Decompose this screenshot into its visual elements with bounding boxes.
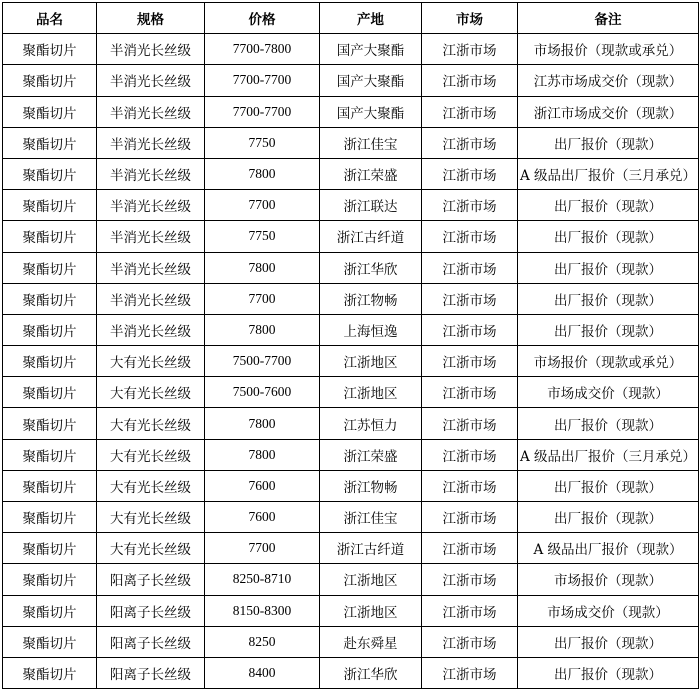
cell-remarks: 出厂报价（现款） bbox=[518, 657, 699, 688]
cell-origin: 浙江物畅 bbox=[320, 470, 422, 501]
cell-product-name: 聚酯切片 bbox=[3, 158, 97, 189]
cell-specification: 半消光长丝级 bbox=[97, 34, 205, 65]
cell-price: 8250-8710 bbox=[205, 564, 320, 595]
header-price: 价格 bbox=[205, 3, 320, 34]
cell-product-name: 聚酯切片 bbox=[3, 439, 97, 470]
cell-price: 7700-7800 bbox=[205, 34, 320, 65]
cell-market: 江浙市场 bbox=[422, 96, 518, 127]
cell-price: 7800 bbox=[205, 158, 320, 189]
cell-specification: 大有光长丝级 bbox=[97, 502, 205, 533]
table-row bbox=[3, 595, 699, 626]
cell-remarks: 出厂报价（现款） bbox=[518, 221, 699, 252]
cell-remarks: 出厂报价（现款） bbox=[518, 252, 699, 283]
table-header-row bbox=[3, 3, 699, 34]
cell-product-name: 聚酯切片 bbox=[3, 283, 97, 314]
cell-specification: 半消光长丝级 bbox=[97, 190, 205, 221]
cell-market: 江浙市场 bbox=[422, 158, 518, 189]
cell-specification: 大有光长丝级 bbox=[97, 408, 205, 439]
cell-market: 江浙市场 bbox=[422, 221, 518, 252]
table-row bbox=[3, 252, 699, 283]
cell-product-name: 聚酯切片 bbox=[3, 595, 97, 626]
cell-specification: 大有光长丝级 bbox=[97, 470, 205, 501]
cell-origin: 浙江华欣 bbox=[320, 252, 422, 283]
cell-origin: 浙江佳宝 bbox=[320, 502, 422, 533]
header-market: 市场 bbox=[422, 3, 518, 34]
cell-price: 7700 bbox=[205, 190, 320, 221]
cell-price: 8400 bbox=[205, 657, 320, 688]
cell-price: 7700-7700 bbox=[205, 65, 320, 96]
cell-origin: 浙江佳宝 bbox=[320, 127, 422, 158]
cell-product-name: 聚酯切片 bbox=[3, 96, 97, 127]
cell-price: 7700 bbox=[205, 283, 320, 314]
cell-origin: 浙江古纤道 bbox=[320, 533, 422, 564]
cell-price: 8250 bbox=[205, 626, 320, 657]
cell-product-name: 聚酯切片 bbox=[3, 190, 97, 221]
cell-remarks: A 级品出厂报价（现款） bbox=[518, 533, 699, 564]
cell-specification: 半消光长丝级 bbox=[97, 127, 205, 158]
cell-specification: 半消光长丝级 bbox=[97, 96, 205, 127]
cell-market: 江浙市场 bbox=[422, 408, 518, 439]
cell-specification: 阳离子长丝级 bbox=[97, 564, 205, 595]
table-row bbox=[3, 377, 699, 408]
cell-market: 江浙市场 bbox=[422, 439, 518, 470]
cell-product-name: 聚酯切片 bbox=[3, 65, 97, 96]
cell-specification: 阳离子长丝级 bbox=[97, 595, 205, 626]
cell-origin: 国产大聚酯 bbox=[320, 65, 422, 96]
table-row bbox=[3, 564, 699, 595]
cell-origin: 浙江联达 bbox=[320, 190, 422, 221]
cell-origin: 国产大聚酯 bbox=[320, 34, 422, 65]
cell-remarks: 市场成交价（现款） bbox=[518, 595, 699, 626]
cell-remarks: 浙江市场成交价（现款） bbox=[518, 96, 699, 127]
cell-product-name: 聚酯切片 bbox=[3, 34, 97, 65]
cell-product-name: 聚酯切片 bbox=[3, 408, 97, 439]
table-row bbox=[3, 439, 699, 470]
cell-origin: 江浙地区 bbox=[320, 564, 422, 595]
cell-origin: 浙江荣盛 bbox=[320, 439, 422, 470]
cell-remarks: 出厂报价（现款） bbox=[518, 626, 699, 657]
table-row bbox=[3, 314, 699, 345]
cell-product-name: 聚酯切片 bbox=[3, 533, 97, 564]
cell-origin: 江浙地区 bbox=[320, 346, 422, 377]
cell-specification: 阳离子长丝级 bbox=[97, 657, 205, 688]
cell-specification: 半消光长丝级 bbox=[97, 221, 205, 252]
cell-remarks: 出厂报价（现款） bbox=[518, 502, 699, 533]
cell-specification: 半消光长丝级 bbox=[97, 65, 205, 96]
cell-remarks: 市场报价（现款或承兑） bbox=[518, 34, 699, 65]
cell-remarks: 市场成交价（现款） bbox=[518, 377, 699, 408]
cell-remarks: 市场报价（现款或承兑） bbox=[518, 346, 699, 377]
cell-origin: 江浙地区 bbox=[320, 377, 422, 408]
cell-product-name: 聚酯切片 bbox=[3, 127, 97, 158]
cell-market: 江浙市场 bbox=[422, 252, 518, 283]
cell-price: 7750 bbox=[205, 127, 320, 158]
cell-product-name: 聚酯切片 bbox=[3, 221, 97, 252]
table-row bbox=[3, 470, 699, 501]
cell-origin: 江苏恒力 bbox=[320, 408, 422, 439]
cell-remarks: 出厂报价（现款） bbox=[518, 314, 699, 345]
cell-price: 7800 bbox=[205, 408, 320, 439]
cell-origin: 浙江物畅 bbox=[320, 283, 422, 314]
cell-market: 江浙市场 bbox=[422, 564, 518, 595]
cell-price: 7600 bbox=[205, 502, 320, 533]
cell-market: 江浙市场 bbox=[422, 657, 518, 688]
cell-origin: 赴东舜星 bbox=[320, 626, 422, 657]
header-specification: 规格 bbox=[97, 3, 205, 34]
table-row bbox=[3, 190, 699, 221]
cell-remarks: 出厂报价（现款） bbox=[518, 283, 699, 314]
cell-product-name: 聚酯切片 bbox=[3, 346, 97, 377]
cell-product-name: 聚酯切片 bbox=[3, 470, 97, 501]
table-row bbox=[3, 221, 699, 252]
cell-specification: 半消光长丝级 bbox=[97, 283, 205, 314]
table-row bbox=[3, 502, 699, 533]
header-remarks: 备注 bbox=[518, 3, 699, 34]
cell-remarks: A 级品出厂报价（三月承兑） bbox=[518, 439, 699, 470]
cell-price: 7700 bbox=[205, 533, 320, 564]
cell-origin: 浙江荣盛 bbox=[320, 158, 422, 189]
cell-market: 江浙市场 bbox=[422, 34, 518, 65]
cell-market: 江浙市场 bbox=[422, 283, 518, 314]
cell-origin: 上海恒逸 bbox=[320, 314, 422, 345]
cell-market: 江浙市场 bbox=[422, 626, 518, 657]
cell-specification: 半消光长丝级 bbox=[97, 158, 205, 189]
cell-specification: 大有光长丝级 bbox=[97, 377, 205, 408]
cell-remarks: 市场报价（现款） bbox=[518, 564, 699, 595]
cell-remarks: A 级品出厂报价（三月承兑） bbox=[518, 158, 699, 189]
table-row bbox=[3, 283, 699, 314]
price-table bbox=[2, 2, 699, 689]
table-row bbox=[3, 657, 699, 688]
cell-market: 江浙市场 bbox=[422, 65, 518, 96]
cell-price: 7600 bbox=[205, 470, 320, 501]
cell-product-name: 聚酯切片 bbox=[3, 314, 97, 345]
cell-remarks: 江苏市场成交价（现款） bbox=[518, 65, 699, 96]
cell-specification: 阳离子长丝级 bbox=[97, 626, 205, 657]
cell-market: 江浙市场 bbox=[422, 595, 518, 626]
cell-market: 江浙市场 bbox=[422, 533, 518, 564]
cell-remarks: 出厂报价（现款） bbox=[518, 127, 699, 158]
cell-specification: 半消光长丝级 bbox=[97, 314, 205, 345]
cell-origin: 国产大聚酯 bbox=[320, 96, 422, 127]
cell-market: 江浙市场 bbox=[422, 502, 518, 533]
cell-specification: 大有光长丝级 bbox=[97, 533, 205, 564]
table-body bbox=[3, 34, 699, 689]
table-row bbox=[3, 65, 699, 96]
cell-price: 7800 bbox=[205, 439, 320, 470]
cell-price: 8150-8300 bbox=[205, 595, 320, 626]
table-row bbox=[3, 408, 699, 439]
cell-market: 江浙市场 bbox=[422, 346, 518, 377]
table-row bbox=[3, 96, 699, 127]
cell-origin: 浙江古纤道 bbox=[320, 221, 422, 252]
cell-product-name: 聚酯切片 bbox=[3, 377, 97, 408]
cell-specification: 半消光长丝级 bbox=[97, 252, 205, 283]
cell-market: 江浙市场 bbox=[422, 377, 518, 408]
table-row bbox=[3, 533, 699, 564]
cell-product-name: 聚酯切片 bbox=[3, 252, 97, 283]
cell-market: 江浙市场 bbox=[422, 314, 518, 345]
cell-remarks: 出厂报价（现款） bbox=[518, 470, 699, 501]
cell-price: 7800 bbox=[205, 252, 320, 283]
cell-price: 7500-7600 bbox=[205, 377, 320, 408]
cell-product-name: 聚酯切片 bbox=[3, 657, 97, 688]
cell-remarks: 出厂报价（现款） bbox=[518, 190, 699, 221]
cell-product-name: 聚酯切片 bbox=[3, 564, 97, 595]
header-product-name: 品名 bbox=[3, 3, 97, 34]
cell-market: 江浙市场 bbox=[422, 190, 518, 221]
table-row bbox=[3, 127, 699, 158]
cell-specification: 大有光长丝级 bbox=[97, 439, 205, 470]
table-row bbox=[3, 346, 699, 377]
cell-product-name: 聚酯切片 bbox=[3, 626, 97, 657]
table-row bbox=[3, 626, 699, 657]
header-origin: 产地 bbox=[320, 3, 422, 34]
cell-market: 江浙市场 bbox=[422, 470, 518, 501]
cell-price: 7700-7700 bbox=[205, 96, 320, 127]
cell-price: 7800 bbox=[205, 314, 320, 345]
cell-product-name: 聚酯切片 bbox=[3, 502, 97, 533]
cell-remarks: 出厂报价（现款） bbox=[518, 408, 699, 439]
cell-market: 江浙市场 bbox=[422, 127, 518, 158]
table-row bbox=[3, 158, 699, 189]
cell-origin: 江浙地区 bbox=[320, 595, 422, 626]
cell-price: 7750 bbox=[205, 221, 320, 252]
cell-price: 7500-7700 bbox=[205, 346, 320, 377]
cell-specification: 大有光长丝级 bbox=[97, 346, 205, 377]
cell-origin: 浙江华欣 bbox=[320, 657, 422, 688]
table-row bbox=[3, 34, 699, 65]
